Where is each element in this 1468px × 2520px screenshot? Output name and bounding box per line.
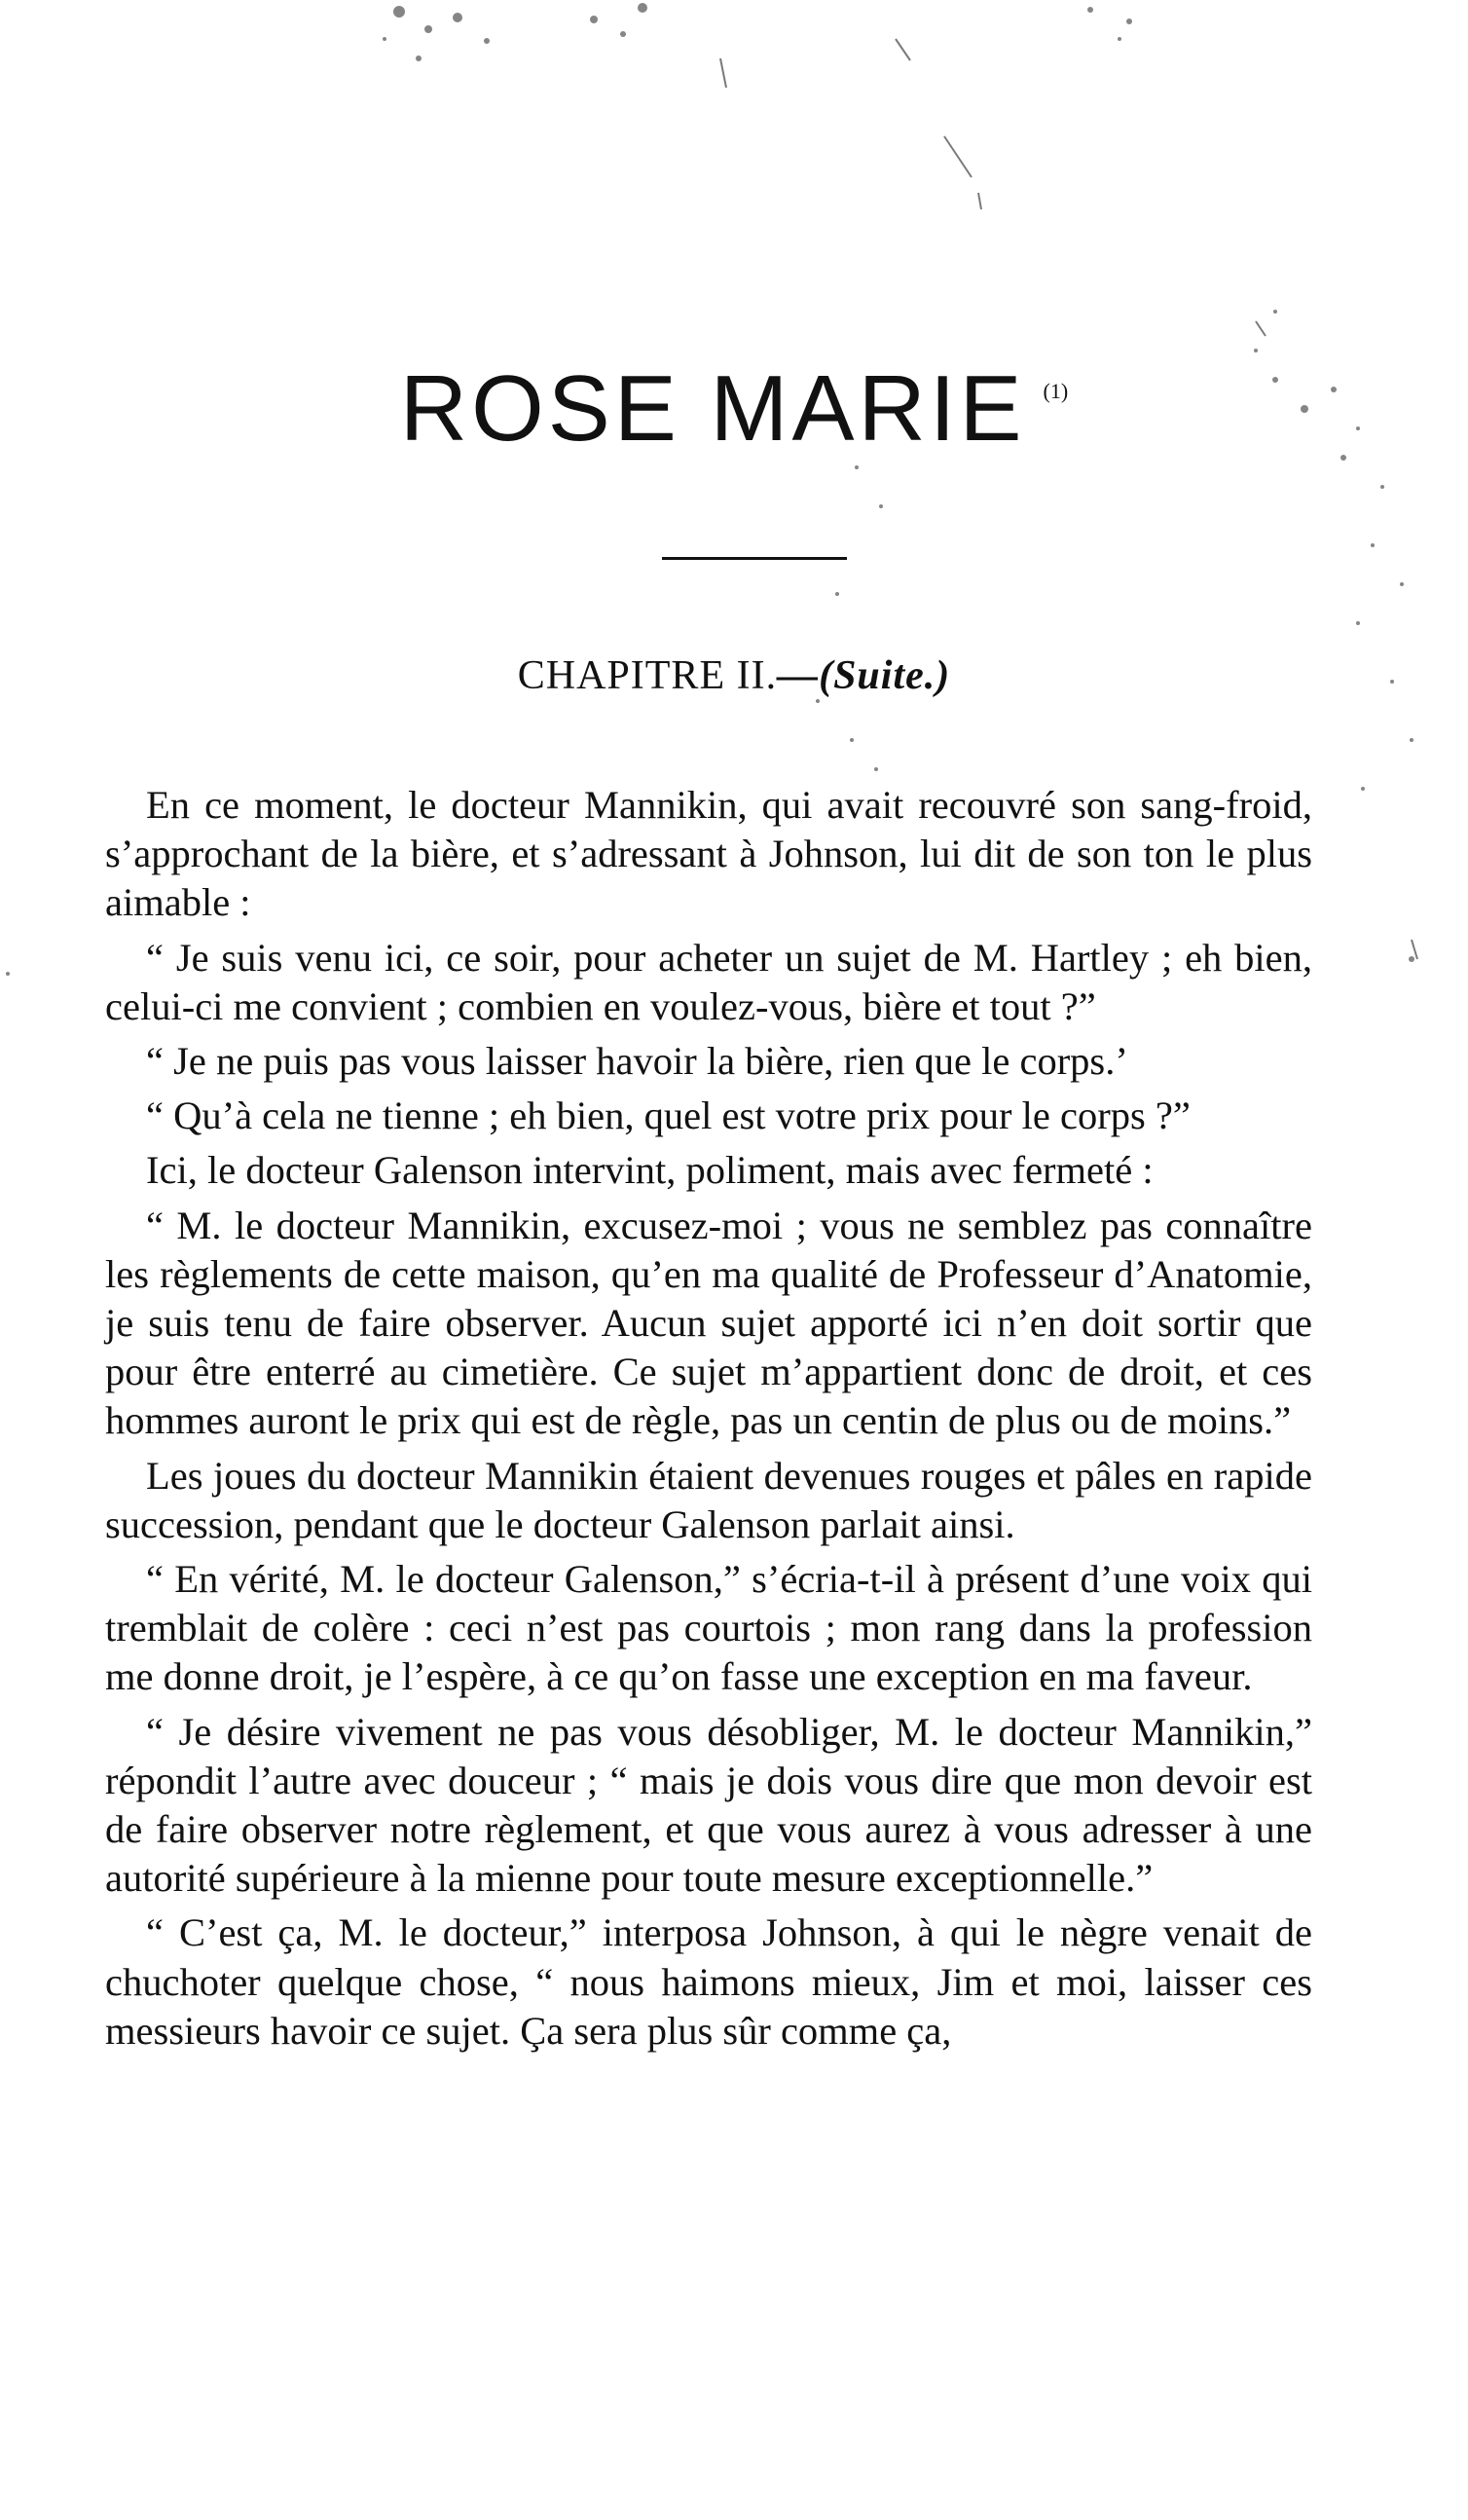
title-text: ROSE MARIE bbox=[399, 356, 1026, 461]
paragraph: Ici, le docteur Galenson intervint, poliment, mais avec fermeté : bbox=[146, 1148, 1154, 1193]
paragraph: “ Qu’à cela ne tienne ; eh bien, quel est votre prix pour le corps ?” bbox=[146, 1093, 1191, 1138]
title-footnote-mark: (1) bbox=[1043, 379, 1069, 403]
chapter-heading bbox=[0, 652, 1468, 699]
paragraph: Les joues du docteur Mannikin étaient devenues rouges et pâles en rapide succession, pendant que le docteur Galenson parlait ainsi. bbox=[105, 1453, 1312, 1546]
paragraph: “ En vérité, M. le docteur Galenson,” s’écria-t-il à présent d’une voix qui tremblait de colère : ceci n’est pas courtois ; mon rang dans la profession me donne droit, je l’espère, à ce qu’on fasse une exception en ma faveur. bbox=[105, 1557, 1312, 1699]
paragraph: “ Je ne puis pas vous laisser havoir la bière, rien que le corps.’ bbox=[146, 1039, 1128, 1084]
title-divider bbox=[662, 557, 847, 560]
chapter-label: CHAPITRE II. bbox=[517, 653, 778, 698]
paragraph: “ C’est ça, M. le docteur,” interposa Johnson, à qui le nègre venait de chuchoter quelque chose, “ nous haimons mieux, Jim et moi, laisser ces messieurs havoir ce sujet. Ça sera plus sûr comme ça, bbox=[105, 1910, 1312, 2053]
paragraph: “ Je suis venu ici, ce soir, pour acheter un sujet de M. Hartley ; eh bien, celui-ci me convient ; combien en voulez-vous, bière et tout ?” bbox=[105, 935, 1312, 1028]
paragraph: “ Je désire vivement ne pas vous désobliger, M. le docteur Mannikin,” répondit l’autre avec douceur ; “ mais je dois vous dire que mon devoir est de faire observer notre règlement, et que vous aurez à vous adresser à une autorité supérieure à la mienne pour toute mesure exceptionnelle.” bbox=[105, 1709, 1312, 1901]
paragraph: En ce moment, le docteur Mannikin, qui avait recouvré son sang-froid, s’approchant de la bière, et s’adressant à Johnson, lui dit de son ton le plus aimable : bbox=[105, 783, 1312, 925]
body-text bbox=[105, 781, 1312, 2056]
paragraph: “ M. le docteur Mannikin, excusez-moi ; vous ne semblez pas connaître les règlements de cette maison, qu’en ma qualité de Professeur d’Anatomie, je suis tenu de faire observer. Aucun sujet apporté ici n’en doit sortir que pour être enterré au cimetière. Ce sujet m’appartient donc de droit, et ces hommes auront le prix qui est de règle, pas un centin de plus ou de moins.” bbox=[105, 1203, 1312, 1443]
chapter-suite: —(Suite.) bbox=[777, 653, 951, 698]
page-title bbox=[0, 355, 1468, 463]
